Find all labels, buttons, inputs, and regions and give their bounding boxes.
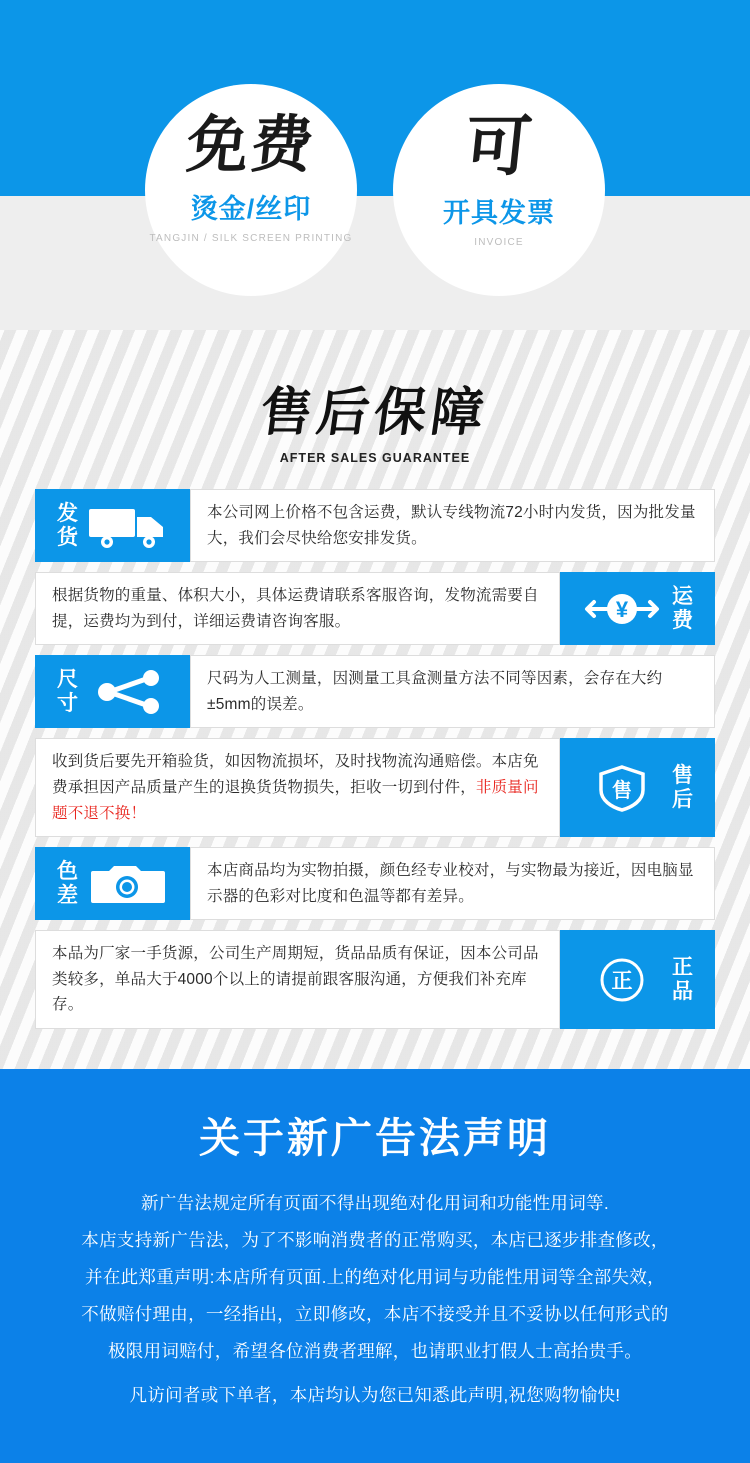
service-row <box>35 738 715 837</box>
after-sales-title-en: AFTER SALES GUARANTEE <box>279 451 471 465</box>
shipping-icon-box <box>35 489 190 562</box>
service-row-list <box>35 489 715 1029</box>
freight-yen-icon <box>580 582 664 636</box>
after-sales-text-pre: 收到货后要先开箱验货，如因物流损坏，及时找物流沟通赔偿。本店免费承担因产品质量产生的退换货货物损失，拒收一切到付件， <box>52 753 539 796</box>
shipping-label: 发货 <box>57 502 78 549</box>
svg-text:¥: ¥ <box>615 596 628 622</box>
invoice-badge-headline: 可 <box>460 107 538 185</box>
genuine-text-content: 本品为厂家一手货源，公司生产周期短，货品品质有保证，因本公司品类较多，单品大于4000个以上的请提前跟客服沟通，方便我们补充库存。 <box>52 945 539 1014</box>
size-text-content: 尺码为人工测量，因测量工具盒测量方法不同等因素，会存在大约±5mm的误差。 <box>207 670 663 713</box>
service-row <box>35 655 715 728</box>
after-sales-text <box>35 738 560 837</box>
after-sales-text-warning: 非质量问题不退不换！ <box>52 778 539 822</box>
free-badge-headline: 免费 <box>183 108 319 181</box>
svg-text:售: 售 <box>611 777 632 802</box>
genuine-zheng-icon <box>580 953 664 1007</box>
after-sales-text-content <box>52 749 543 826</box>
after-sales-label: 售后 <box>672 764 693 811</box>
service-row <box>35 847 715 920</box>
ad-law-title: 关于新广告法声明 <box>199 1114 551 1161</box>
color-diff-label: 色差 <box>57 860 78 907</box>
after-sales-shield-icon <box>580 761 664 815</box>
camera-icon <box>87 857 171 911</box>
service-row <box>35 572 715 645</box>
after-sales-section <box>0 330 750 1069</box>
ad-law-line: 不做赔付理由，一经指出，立即修改，本店不接受并且不妥协以任何形式的 <box>81 1304 669 1325</box>
shipping-text-content: 本公司网上价格不包含运费，默认专线物流72小时内发货，因为批发量大，我们会尽快给您安排发货。 <box>207 504 696 547</box>
truck-icon <box>87 499 171 553</box>
genuine-text <box>35 930 560 1029</box>
svg-text:正: 正 <box>611 968 632 993</box>
service-row <box>35 930 715 1029</box>
ad-law-statement-section <box>0 1069 750 1463</box>
promo-banner <box>0 0 750 330</box>
shipping-text <box>190 489 715 562</box>
invoice-badge-subtitle: 开具发票 <box>443 198 555 229</box>
genuine-label: 正品 <box>672 956 693 1003</box>
size-icon-box <box>35 655 190 728</box>
free-badge-subtitle-en: TANGJIN / SILK SCREEN PRINTING <box>149 233 353 245</box>
genuine-icon-box <box>560 930 715 1029</box>
color-diff-icon-box <box>35 847 190 920</box>
invoice-badge <box>393 84 605 296</box>
ad-law-line: 极限用词赔付，希望各位消费者理解，也请职业打假人士高抬贵手。 <box>108 1341 642 1362</box>
promo-badge-group <box>0 84 750 296</box>
size-label: 尺寸 <box>57 668 78 715</box>
ad-law-line: 新广告法规定所有页面不得出现绝对化用词和功能性用词等. <box>141 1192 609 1213</box>
after-sales-icon-box <box>560 738 715 837</box>
service-row <box>35 489 715 562</box>
ad-law-closing-line: 凡访问者或下单者，本店均认为您已知悉此声明,祝您购物愉快! <box>129 1384 621 1405</box>
free-badge-subtitle: 烫金/丝印 <box>190 194 312 225</box>
after-sales-title: 售后保障 <box>255 382 493 443</box>
size-text <box>190 655 715 728</box>
freight-icon-box <box>560 572 715 645</box>
ad-law-line: 本店支持新广告法，为了不影响消费者的正常购买，本店已逐步排查修改， <box>81 1230 669 1250</box>
free-badge <box>145 84 357 296</box>
invoice-badge-subtitle-en: INVOICE <box>474 237 524 249</box>
freight-label: 运费 <box>672 585 693 632</box>
color-diff-text-content: 本店商品均为实物拍摄，颜色经专业校对，与实物最为接近，因电脑显示器的色彩对比度和色温等都有差异。 <box>207 862 694 905</box>
ad-law-line: 并在此郑重声明:本店所有页面.上的绝对化用词与功能性用词等全部失效， <box>85 1267 665 1288</box>
freight-text <box>35 572 560 645</box>
size-share-icon <box>87 665 171 719</box>
color-diff-text <box>190 847 715 920</box>
freight-text-content: 根据货物的重量、体积大小，具体运费请联系客服咨询，发物流需要自提，运费均为到付，详细运费请咨询客服。 <box>52 587 539 630</box>
